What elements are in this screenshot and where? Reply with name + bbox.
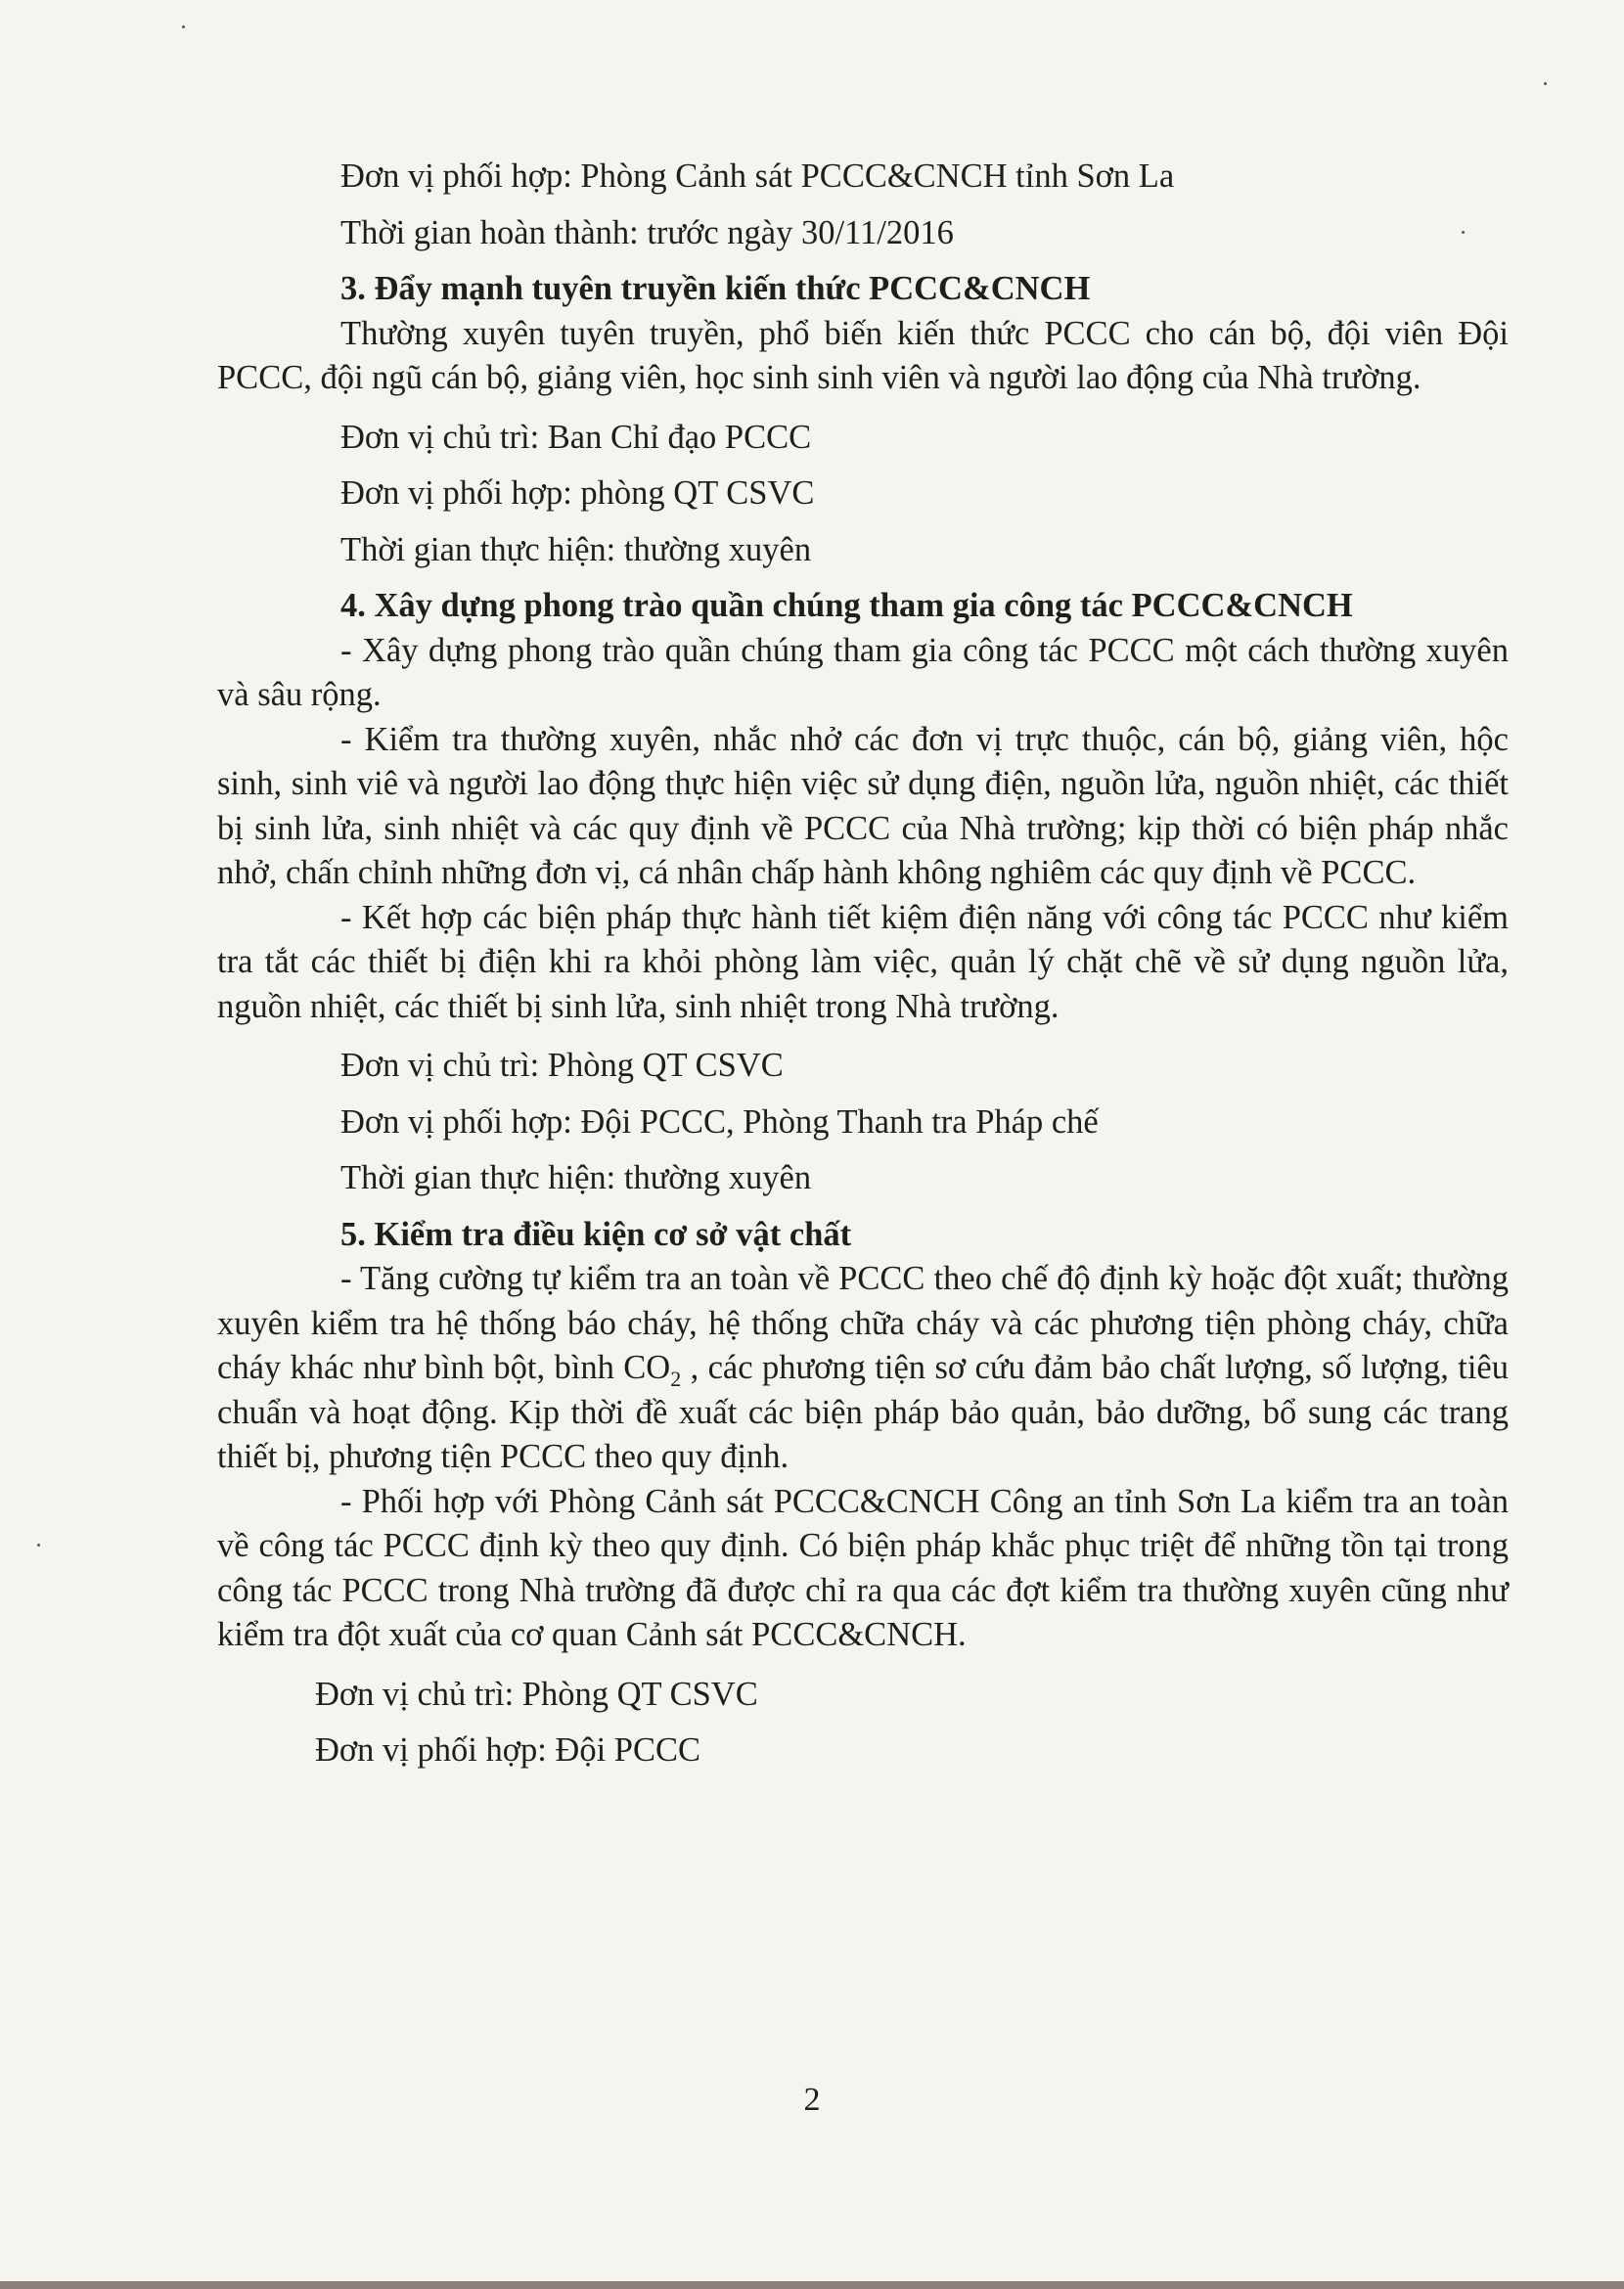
- scan-edge: [0, 2281, 1624, 2289]
- co2-subscript: 2: [670, 1366, 682, 1391]
- section-4-paragraph-3: - Kết hợp các biện pháp thực hành tiết kiệm điện năng với công tác PCCC như kiểm tra tắt các thiết bị điện khi ra khỏi phòng làm việc, quản lý chặt chẽ về sử dụng nguồn lửa, nguồn nhiệt, các thiết bị sinh lửa, sinh nhiệt trong Nhà trường.: [217, 898, 1509, 1025]
- section-5-heading: 5. Kiểm tra điều kiện cơ sở vật chất: [340, 1215, 852, 1253]
- section-4-heading: 4. Xây dựng phong trào quần chúng tham gia công tác PCCC&CNCH: [340, 587, 1353, 624]
- scan-speck: [37, 1544, 40, 1547]
- section-4-lead-unit: Đơn vị chủ trì: Phòng QT CSVC: [340, 1047, 784, 1084]
- partner-line: Đơn vị phối hợp: Phòng Cảnh sát PCCC&CNCH tỉnh Sơn La: [340, 157, 1175, 195]
- section-5-paragraph-1-start: - Tăng cường tự kiểm tra an toàn về PCCC theo chế độ định kỳ hoặc đột xuất; thường xuyên kiểm tra hệ thống báo cháy, hệ thống chữa cháy và các phương tiện phòng cháy, chữa cháy khác như bình bột, bình CO: [217, 1260, 1509, 1386]
- document-body: [217, 155, 1509, 1773]
- section-3-partner-unit: Đơn vị phối hợp: phòng QT CSVC: [340, 474, 815, 512]
- section-3-heading: 3. Đẩy mạnh tuyên truyền kiến thức PCCC&CNCH: [340, 270, 1091, 307]
- section-5-paragraph-1-end: , các phương tiện sơ cứu đảm bảo chất lượng, số lượng, tiêu chuẩn và hoạt động. Kịp thời đề xuất các biện pháp bảo quản, bảo dưỡng, bổ sung các trang thiết bị, phương tiện PCCC theo quy định.: [217, 1349, 1509, 1475]
- section-4-paragraph-1: - Xây dựng phong trào quần chúng tham gia công tác PCCC một cách thường xuyên và sâu rộng.: [217, 631, 1509, 713]
- completion-time-line: Thời gian hoàn thành: trước ngày 30/11/2016: [340, 213, 954, 251]
- section-4-paragraph-2: - Kiểm tra thường xuyên, nhắc nhở các đơn vị trực thuộc, cán bộ, giảng viên, hộc sinh, sinh viê và người lao động thực hiện việc sử dụng điện, nguồn lửa, nguồn nhiệt, các thiết bị sinh lửa, sinh nhiệt và các quy định về PCCC của Nhà trường; kịp thời có biện pháp nhắc nhở, chấn chỉnh những đơn vị, cá nhân chấp hành không nghiêm các quy định về PCCC.: [217, 720, 1509, 891]
- section-4-partner-unit: Đơn vị phối hợp: Đội PCCC, Phòng Thanh tra Pháp chế: [340, 1102, 1099, 1141]
- section-4-time: Thời gian thực hiện: thường xuyên: [340, 1159, 812, 1196]
- section-5-lead-unit: Đơn vị chủ trì: Phòng QT CSVC: [315, 1675, 758, 1713]
- section-5-paragraph-1: [217, 1257, 1509, 1480]
- section-3-paragraph: Thường xuyên tuyên truyền, phổ biến kiến thức PCCC cho cán bộ, đội viên Đội PCCC, đội ngũ cán bộ, giảng viên, học sinh sinh viên và người lao động của Nhà trường.: [217, 314, 1509, 396]
- section-5-paragraph-2: - Phối hợp với Phòng Cảnh sát PCCC&CNCH Công an tỉnh Sơn La kiểm tra an toàn về công tác PCCC định kỳ theo quy định. Có biện pháp khắc phục triệt để những tồn tại trong công tác PCCC trong Nhà trường đã được chỉ ra qua các đợt kiểm tra thường xuyên cũng như kiểm tra đột xuất của cơ quan Cảnh sát PCCC&CNCH.: [217, 1482, 1509, 1653]
- scan-speck: [182, 25, 185, 28]
- page-number: 2: [803, 2082, 821, 2118]
- section-5-partner-unit: Đơn vị phối hợp: Đội PCCC: [315, 1731, 701, 1769]
- section-3-lead-unit: Đơn vị chủ trì: Ban Chỉ đạo PCCC: [340, 418, 812, 456]
- scan-speck: [1544, 82, 1547, 85]
- section-3-time: Thời gian thực hiện: thường xuyên: [340, 530, 812, 568]
